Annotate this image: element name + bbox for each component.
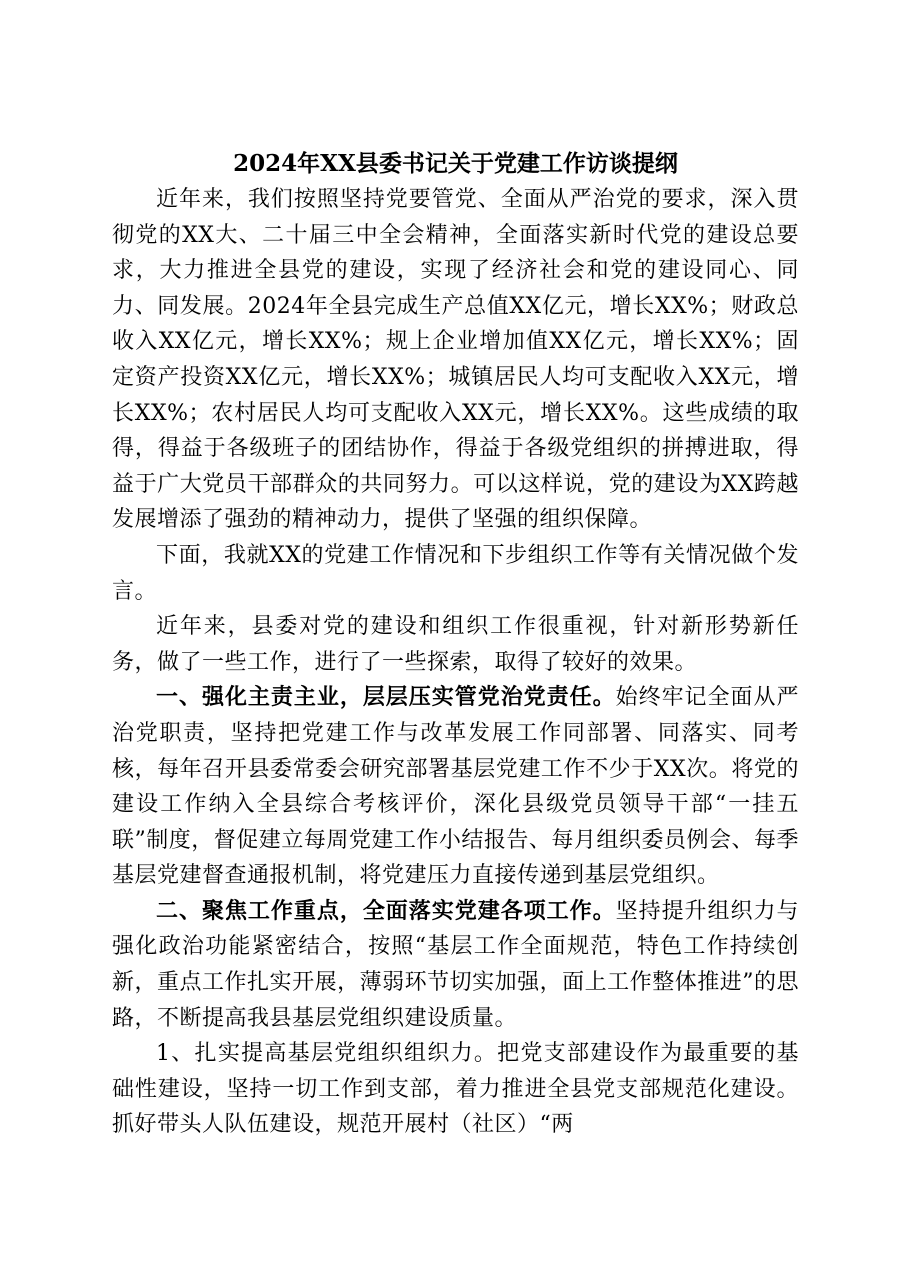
- paragraph-text: 坚持提升组织力与强化政治功能紧密结合，按照“基层工作全面规范，特色工作持续创新，重点工作扎实开展，薄弱环节切实加强，面上工作整体推进”的思路，不断提高我县基层党组织建设质量。: [112, 898, 799, 1031]
- document-title: 2024年XX县委书记关于党建工作访谈提纲: [233, 150, 678, 177]
- paragraph-section-2: [112, 894, 799, 1036]
- paragraph-intro: [112, 182, 799, 538]
- paragraph-text: 1、扎实提高基层党组织组织力。把党支部建设作为最重要的基础性建设，坚持一切工作到支部，着力推进全县党支部规范化建设。抓好带头人队伍建设，规范开展村（社区）“两: [112, 1041, 799, 1138]
- paragraph-item-1: [112, 1036, 799, 1143]
- paragraph-transition: [112, 538, 799, 609]
- section-heading: 一、强化主责主业，层层压实管党治党责任。: [156, 684, 616, 711]
- paragraph-overview: [112, 609, 799, 680]
- paragraph-text: 始终牢记全面从严治党职责，坚持把党建工作与改革发展工作同部署、同落实、同考核，每年召开县委常委会研究部署基层党建工作不少于XX次。将党的建设工作纳入全县综合考核评价，深化县级党员领导干部“一挂五联”制度，督促建立每周党建工作小结报告、每月组织委员例会、每季基层党建督查通报机制，将党建压力直接传递到基层党组织。: [112, 685, 799, 889]
- paragraph-text: 下面，我就XX的党建工作情况和下步组织工作等有关情况做个发言。: [112, 542, 799, 604]
- section-heading: 二、聚焦工作重点，全面落实党建各项工作。: [156, 897, 616, 924]
- paragraph-section-1: [112, 680, 799, 894]
- paragraph-text: 近年来，我们按照坚持党要管党、全面从严治党的要求，深入贯彻党的XX大、二十届三中全会精神，全面落实新时代党的建设总要求，大力推进全县党的建设，实现了经济社会和党的建设同心、同力、同发展。2024年全县完成生产总值XX亿元，增长XX%；财政总收入XX亿元，增长XX%；规上企业增加值XX亿元，增长XX%；固定资产投资XX亿元，增长XX%；城镇居民人均可支配收入XX元，增长XX%；农村居民人均可支配收入XX元，增长XX%。这些成绩的取得，得益于各级班子的团结协作，得益于各级党组织的拼搏进取，得益于广大党员干部群众的共同努力。可以这样说，党的建设为XX跨越发展增添了强劲的精神动力，提供了坚强的组织保障。: [112, 187, 799, 533]
- paragraph-text: 近年来，县委对党的建设和组织工作很重视，针对新形势新任务，做了一些工作，进行了一些探索，取得了较好的效果。: [112, 614, 799, 675]
